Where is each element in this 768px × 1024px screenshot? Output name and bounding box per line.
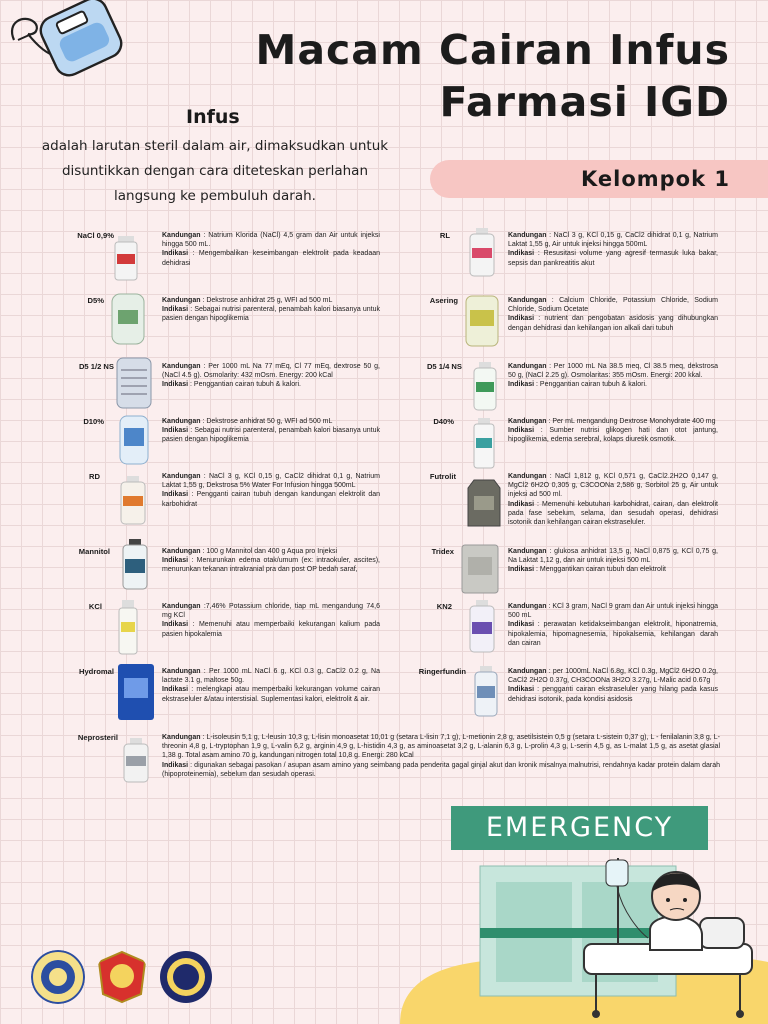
nacl-bottle-image — [110, 234, 144, 282]
entry-desc-rl: Kandungan : NaCl 3 g, KCl 0,15 g, CaCl2 dihidrat 0,1 g, Natrium Laktat 1,55 g, Air untuk injeksi hingga 500mL Indikasi : Resusitasi volume yang agresif termasuk luka bakar, sepsis dan pankreatitis akut — [508, 232, 718, 267]
rl-bottle-image — [465, 226, 499, 280]
entry-desc-nacl: Kandungan : Natrium Klorida (NaCl) 4,5 gram dan Air untuk injeksi hingga 500 mL. Indikasi : Mengembalikan keseimbangan elektrolit pada keadaan dehidrasi — [162, 232, 380, 267]
mannitol-bottle-image — [118, 537, 152, 593]
kandungan-label: Kandungan — [162, 232, 201, 239]
entry-desc-futrolit: Kandungan : NaCl 1,812 g, KCl 0,571 g, CaCl2.2H2O 0,147 g, MgCl2 6H2O 0,305 g, C3COONa 2,586 g, Sorbitol 25 g, Air untuk injeksi ad 500 ml. Indikasi : Memenuhi kebutuhan karbohidrat, cairan, dan elektrolit pada fase sebelum, selama, dan sesudah operasi, dehidrasi isotonik dan kehilangan cairan ekstraseluler. — [508, 473, 718, 527]
indikasi-label: Indikasi — [162, 621, 189, 629]
kandungan-text: :7,46% Potassium chloride, tiap mL mengandung 74,6 mg KCl — [162, 603, 381, 620]
hospital-bed-illustration — [400, 852, 768, 1024]
entry-name-kn2: KN2 — [436, 602, 452, 611]
indikasi-text: digunakan sebagai pasokan / asupan asam amino yang seimbang pada penderita gagal ginjal akut dan kronik misalnya malnutrisi, rendahnya kadar protein dalam darah (hipoproteinemia), sebelum dan sesudah operasi. — [162, 761, 720, 778]
entry-desc-neprosteril: Kandungan : L-isoleusin 5,1 g, L-leusin 10,3 g, L-lisin monoasetat 10,01 g (setara L-lisin 7,1 g), L-metionin 2,8 g, asetilsistein 0,5 g (setara L-sistein 0,37 g), L - fenilalanin 3,8 g, L-threonin 4,8 g, L-tryptophan 1,9 g, L-valin 6,2 g, arginin 4,9 g, L-histidin 4,3 g, as aminoasetat 3,2 g, L-alanin 6,3 g, L-prolin 4,3 g, L-serin 4,5 g, as L-malat 1,5 g, as asetat glasial 1,38 g. Total asam amino 70 g, kandungan nitrogen total 10,8 g. Energi: 280 kCal Indikasi : digunakan sebagai pasokan / asupan asam amino yang seimbang pada penderita gagal ginjal akut dan kronik misalnya malnutrisi, rendahnya kadar protein dalam darah (hipoproteinemia), sebelum dan sesudah operasi. — [162, 734, 720, 778]
infus-description — [0, 134, 430, 209]
indikasi-label: Indikasi — [508, 250, 535, 258]
entry-desc-d5: Kandungan : Dekstrose anhidrat 25 g, WFI ad 500 mL Indikasi : Sebagai nutrisi parenteral, penambah kalori biasanya untuk pasien dengan hipoglikemia — [162, 297, 380, 323]
indikasi-label: Indikasi — [508, 427, 535, 435]
kandungan-text: L-isoleusin 5,1 g, L-leusin 10,3 g, L-lisin monoasetat 10,01 g (setara L-lisin 7,1 g), L-metionin 2,8 g, asetilsistein 0,5 g (setara L-sistein 0,37 g), L - fenilalanin 3,8 g, L-threonin 4,8 g, L-tryptophan 1,9 g, L-valin 6,2 g, arginin 4,9 g, L-histidin 4,3 g, as aminoasetat 3,2 g, L-alanin 6,3 g, L-prolin 4,3 g, L-serin 4,5 g, as L-malat 1,5 g, as asetat glasial 1,38 g. Total asam amino 70 g, kandungan nitrogen total 10,8 g. Energi: 280 kCal — [162, 734, 720, 760]
entry-desc-rd: Kandungan : NaCl 3 g, KCl 0,15 g, CaCl2 dihidrat 0,1 g, Natrium Laktat 1,55 g, Dekstrosa 5% Water For Infusion hingga 500mL Indikasi : Pengganti cairan tubuh dengan kandungan elektrolit dan karbohidrat — [162, 473, 380, 508]
entry-desc-ringerfundin: Kandungan : per 1000mL NaCl 6.8g, KCl 0.3g, MgCl2 6H2O 0.2g, CaCl2 2H2O 0.37g, CH3COONa 3H2O 3.27g, L-Malic acid 0.67g Indikasi : pengganti cairan ekstraseluler yang hilang pada kasus dehidrasi isotonik, pada kondisi asidosis — [508, 668, 718, 703]
title-line-1: Macam Cairan Infus — [255, 26, 730, 74]
university-logo-1 — [31, 950, 85, 1004]
kandungan-label: Kandungan — [508, 363, 547, 370]
entry-name-d5: D5% — [87, 296, 104, 305]
entry-name-d40: D40% — [433, 417, 454, 426]
indikasi-label: Indikasi — [508, 381, 535, 389]
kandungan-text: NaCl 3 g, KCl 0,15 g, CaCl2 dihidrat 0,1 g, Natrium Laktat 1,55 g, Dekstrosa 5% Water For Infusion hingga 500mL — [162, 473, 380, 490]
entry-name-mannitol: Mannitol — [78, 547, 110, 556]
entry-name-futrolit: Futrolit — [429, 472, 456, 481]
kcl-vial-image — [116, 598, 140, 658]
indikasi-label: Indikasi — [162, 381, 189, 389]
infus-desc-line-2: disuntikkan dengan cara diteteskan perlahan — [61, 163, 369, 179]
kandungan-text: Dekstrose anhidrat 50 g, WFI ad 500 mL — [206, 418, 333, 425]
entry-desc-d40: Kandungan : Per mL mengandung Dextrose Monohydrate 400 mg Indikasi : Sumber nutrisi glikogen hati dan otot jantung, hipoglikemia, edema serebral, kolaps diuretik osmotik. — [508, 418, 718, 444]
indikasi-text: pengganti cairan ekstraseluler yang hilang pada kasus dehidrasi isotonik, pada kondisi asidosis — [508, 686, 718, 703]
entry-name-ringerfundin: Ringerfundin — [418, 667, 466, 676]
entry-name-neprosteril: Neprosteril — [77, 733, 118, 742]
indikasi-text: melengkapi atau memperbaiki kekurangan volume cairan ekstraseluler &/atau interstisial. Suplementasi kalori, elektrolit & air. — [162, 686, 380, 703]
indikasi-text: Memenuhi kebutuhan karbohidrat, cairan, dan elektrolit pada fase sebelum, selama, dan sesudah operasi, dehidrasi isotonik dan kehilangan cairan ekstraseluler. — [508, 500, 718, 527]
indikasi-label: Indikasi — [162, 491, 189, 499]
kandungan-label: Kandungan — [162, 734, 201, 741]
entry-desc-kcl: Kandungan :7,46% Potassium chloride, tiap mL mengandung 74,6 mg KCl Indikasi : Memenuhi atau memperbaiki kekurangan kalium pada pasien hipokalemia — [162, 603, 381, 638]
infus-heading: Infus — [186, 106, 240, 128]
indikasi-label: Indikasi — [508, 315, 535, 323]
kandungan-text: glukosa anhidrat 13,5 g, NaCl 0,875 g, KCl 0,75 g, Na Laktat 1,12 g, dan air untuk injeksi 500 mL — [508, 548, 718, 565]
indikasi-text: Memenuhi atau memperbaiki kekurangan kalium pada pasien hipokalemia — [162, 621, 381, 638]
indikasi-label: Indikasi — [508, 566, 535, 574]
indikasi-text: Penggantian cairan tubuh & kalori. — [193, 381, 301, 389]
indikasi-label: Indikasi — [508, 500, 535, 508]
indikasi-label: Indikasi — [508, 686, 535, 694]
indikasi-text: nutrient dan pengobatan asidosis yang dihubungkan dengan dehidrasi dan kehilangan ion alkali dari tubuh — [508, 315, 718, 332]
entry-desc-kn2: Kandungan : KCl 3 gram, NaCl 9 gram dan Air untuk injeksi hingga 500 mL Indikasi : perawatan ketidakseimbangan elektrolit, hiponatremia, hipokalemia, hipomagnesemia, hipokalsemia, kehilangan darah dan cairan — [508, 603, 719, 647]
kandungan-label: Kandungan — [508, 297, 547, 304]
neprosteril-bottle-image — [120, 736, 152, 786]
entry-name-tridex: Tridex — [431, 547, 454, 556]
kandungan-label: Kandungan — [162, 668, 201, 675]
infus-desc-line-3: langsung ke pembuluh darah. — [114, 188, 316, 204]
entry-name-asering: Asering — [429, 296, 458, 305]
university-logo-3 — [159, 950, 213, 1004]
entry-desc-hydromal: Kandungan : Per 1000 mL NaCl 6 g, KCl 0.3 g, CaCl2 0.2 g, Na lactate 3.1 g, maltose 50g. Indikasi : melengkapi atau memperbaiki kekurangan volume cairan ekstraseluler &/atau interstisial. Suplementasi kalori, elektrolit & air. — [162, 668, 380, 703]
indikasi-text: Menurunkan edema otak/umum (ex: intraokuler, ascites), menurunkan tekanan intrakranial pra dan post OP bedah saraf, — [162, 557, 380, 574]
kandungan-label: Kandungan — [508, 473, 547, 480]
kandungan-label: Kandungan — [162, 473, 201, 480]
kandungan-text: Calcium Chloride, Potassium Chloride, Sodium Chloride, Sodium Ocetate — [508, 297, 718, 314]
indikasi-text: Menggantikan cairan tubuh dan elektrolit — [539, 566, 667, 574]
indikasi-label: Indikasi — [162, 427, 189, 435]
indikasi-label: Indikasi — [162, 686, 189, 694]
d5-half-ns-bag-image — [113, 356, 155, 412]
title-line-2: Farmasi IGD — [439, 78, 730, 126]
kandungan-text: Natrium Klorida (NaCl) 4,5 gram dan Air untuk injeksi hingga 500 mL. — [162, 232, 380, 249]
rd-bottle-image — [116, 474, 150, 528]
d40-vial-image — [470, 416, 498, 472]
kandungan-text: Per 1000 mL NaCl 6 g, KCl 0.3 g, CaCl2 0.2 g, Na lactate 3.1 g, maltose 50g. — [162, 668, 380, 685]
kandungan-text: NaCl 1,812 g, KCl 0,571 g, CaCl2.2H2O 0,147 g, MgCl2 6H2O 0,305 g, C3COONa 2,586 g, Sorbitol 25 g, Air untuk injeksi ad 500 ml. — [508, 473, 718, 499]
kandungan-label: Kandungan — [508, 232, 547, 239]
d5-quarter-ns-bottle-image — [470, 360, 500, 414]
kandungan-text: 100 g Mannitol dan 400 g Aqua pro Injeksi — [206, 548, 338, 555]
entry-name-d10: D10% — [83, 417, 104, 426]
infus-desc-line-1: adalah larutan steril dalam air, dimaksudkan untuk — [41, 138, 389, 154]
futrolit-bag-image — [464, 478, 504, 530]
indikasi-text: Mengembalikan keseimbangan elektrolit pada keadaan dehidrasi — [162, 250, 380, 267]
indikasi-text: Resusitasi volume yang agresif termasuk luka bakar, sepsis dan pankreatitis akut — [508, 250, 718, 267]
entry-desc-mannitol: Kandungan : 100 g Mannitol dan 400 g Aqua pro Injeksi Indikasi : Menurunkan edema otak/umum (ex: intraokuler, ascites), menurunkan tekanan intrakranial pra dan post OP bedah saraf, — [162, 548, 380, 574]
asering-bag-image — [462, 294, 502, 350]
kandungan-text: Per mL mengandung Dextrose Monohydrate 400 mg — [552, 418, 716, 425]
entry-desc-tridex: Kandungan : glukosa anhidrat 13,5 g, NaCl 0,875 g, KCl 0,75 g, Na Laktat 1,12 g, dan air untuk injeksi 500 mL Indikasi : Menggantikan cairan tubuh dan elektrolit — [508, 548, 718, 574]
entry-desc-asering: Kandungan : Calcium Chloride, Potassium Chloride, Sodium Chloride, Sodium Ocetate Indikasi : nutrient dan pengobatan asidosis yang dihubungkan dengan dehidrasi dan kehilangan ion alkali dari tubuh — [508, 297, 718, 332]
indikasi-text: Sebagai nutrisi parenteral, penambah kalori biasanya untuk pasien dengan hipoglikemia — [162, 427, 380, 444]
entry-name-d5-quarter-ns: D5 1/4 NS — [426, 362, 462, 371]
kandungan-text: NaCl 3 g, KCl 0,15 g, CaCl2 dihidrat 0,1 g, Natrium Laktat 1,55 g, Air untuk injeksi hingga 500mL — [508, 232, 718, 249]
indikasi-label: Indikasi — [162, 761, 189, 769]
hydromal-bag-image — [116, 662, 156, 722]
indikasi-label: Indikasi — [162, 306, 189, 314]
kandungan-label: Kandungan — [162, 418, 201, 425]
indikasi-label: Indikasi — [508, 621, 535, 629]
kandungan-label: Kandungan — [508, 418, 547, 425]
kandungan-text: Per 1000 mL Na 77 mEq, Cl 77 mEq, dextrose 50 g, (NaCl 4.5 g). Osmolarity: 432 mOsm. Energy: 200 kCal — [162, 363, 380, 380]
kandungan-text: Dekstrose anhidrat 25 g, WFI ad 500 mL — [206, 297, 333, 304]
group-label: Kelompok 1 — [580, 167, 730, 191]
kandungan-label: Kandungan — [508, 668, 547, 675]
entry-name-kcl: KCl — [88, 602, 102, 611]
indikasi-label: Indikasi — [162, 557, 189, 565]
entry-name-hydromal: Hydromal — [78, 667, 114, 676]
indikasi-text: perawatan ketidakseimbangan elektrolit, hiponatremia, hipokalemia, hipomagnesemia, hipokalsemia, kehilangan darah dan cairan — [508, 621, 719, 647]
entry-name-nacl: NaCl 0,9% — [77, 231, 114, 240]
ringerfundin-bottle-image — [472, 664, 500, 720]
university-logo-2 — [95, 950, 149, 1004]
kandungan-label: Kandungan — [162, 548, 201, 555]
d5-bag-image — [108, 292, 148, 350]
kn2-bottle-image — [466, 598, 498, 656]
kandungan-text: KCl 3 gram, NaCl 9 gram dan Air untuk injeksi hingga 500 mL — [508, 603, 718, 620]
kandungan-label: Kandungan — [508, 603, 547, 610]
entry-desc-d10: Kandungan : Dekstrose anhidrat 50 g, WFI ad 500 mL Indikasi : Sebagai nutrisi parenteral, penambah kalori biasanya untuk pasien dengan hipoglikemia — [162, 418, 380, 444]
tridex-bag-image — [460, 543, 500, 595]
kandungan-text: Per 1000 mL Na 38.5 meq, Cl 38.5 meq, dekstrosa 50 g, (NaCl 2.25 g). Osmolaritas: 355 mOsm. Energi: 200 kkal. — [508, 363, 718, 380]
kandungan-text: per 1000mL NaCl 6.8g, KCl 0.3g, MgCl2 6H2O 0.2g, CaCl2 2H2O 0.37g, CH3COONa 3H2O 3.27g, L-Malic acid 0.67g — [508, 668, 718, 685]
entry-name-rd: RD — [89, 472, 100, 481]
indikasi-label: Indikasi — [162, 250, 189, 258]
emergency-banner: EMERGENCY — [451, 806, 708, 850]
kandungan-label: Kandungan — [508, 548, 547, 555]
indikasi-text: Sebagai nutrisi parenteral, penambah kalori biasanya untuk pasien dengan hipoglikemia — [162, 306, 380, 323]
kandungan-label: Kandungan — [162, 363, 201, 370]
kandungan-label: Kandungan — [162, 297, 201, 304]
entry-name-d5-half-ns: D5 1/2 NS — [78, 362, 114, 371]
indikasi-text: Pengganti cairan tubuh dengan kandungan elektrolit dan karbohidrat — [162, 491, 380, 508]
indikasi-text: Penggantian cairan tubuh & kalori. — [539, 381, 647, 389]
iv-bag-icon — [6, 0, 124, 80]
entry-desc-d5-quarter-ns: Kandungan : Per 1000 mL Na 38.5 meq, Cl 38.5 meq, dekstrosa 50 g, (NaCl 2.25 g). Osmolaritas: 355 mOsm. Energi: 200 kkal. Indikasi : Penggantian cairan tubuh & kalori. — [508, 363, 718, 389]
d10-bag-image — [116, 414, 152, 468]
entry-desc-d5-half-ns: Kandungan : Per 1000 mL Na 77 mEq, Cl 77 mEq, dextrose 50 g, (NaCl 4.5 g). Osmolarity: 432 mOsm. Energy: 200 kCal Indikasi : Penggantian cairan tubuh & kalori. — [162, 363, 380, 389]
entry-name-rl: RL — [439, 231, 450, 240]
kandungan-label: Kandungan — [162, 603, 201, 610]
indikasi-text: Sumber nutrisi glikogen hati dan otot jantung, hipoglikemia, edema serebral, kolaps diuretik osmotik. — [508, 427, 718, 444]
